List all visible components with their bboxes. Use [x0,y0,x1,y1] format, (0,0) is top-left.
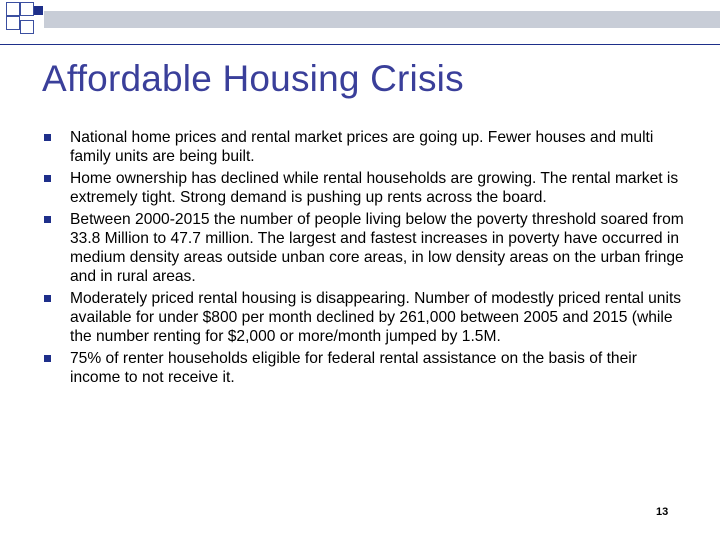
bullet-item [0,169,720,207]
decor-square-outline-4 [20,20,34,34]
bullet-item [0,128,720,166]
slide-number: 13 [656,506,669,518]
bullet-text: Home ownership has declined while rental households are growing. The rental market is extremely tight. Strong demand is pushing up rents across the board. [70,170,679,206]
decor-square-outline-2 [20,2,34,16]
bullet-item [0,289,720,346]
bullet-item [0,349,720,387]
decor-square-outline-3 [6,16,20,30]
bullet-square-icon [44,355,51,362]
bullet-text: 75% of renter households eligible for federal rental assistance on the basis of their income to not receive it. [70,350,637,386]
bullet-square-icon [44,295,51,302]
header-rule [0,44,720,45]
bullet-square-icon [44,175,51,182]
decor-square-outline-1 [6,2,20,16]
decor-square-filled [34,6,43,15]
header-bar [44,11,720,28]
bullet-square-icon [44,134,51,141]
bullet-text: Between 2000-2015 the number of people living below the poverty threshold soared from 33.8 Million to 47.7 million. The largest and fastest increases in poverty have occurred in medium density areas outside unban core areas, in low density areas on the urban fringe and in rural areas. [70,211,684,285]
bullet-list [0,128,720,390]
slide-title: Affordable Housing Crisis [42,58,464,99]
bullet-text: Moderately priced rental housing is disappearing. Number of modestly priced rental units available for under $800 per month declined by 261,000 between 2005 and 2015 (while the number renting for $2,000 or more/month jumped by 1.5M. [70,290,682,345]
bullet-text: National home prices and rental market prices are going up. Fewer houses and multi family units are being built. [70,129,654,165]
bullet-item [0,210,720,286]
bullet-square-icon [44,216,51,223]
